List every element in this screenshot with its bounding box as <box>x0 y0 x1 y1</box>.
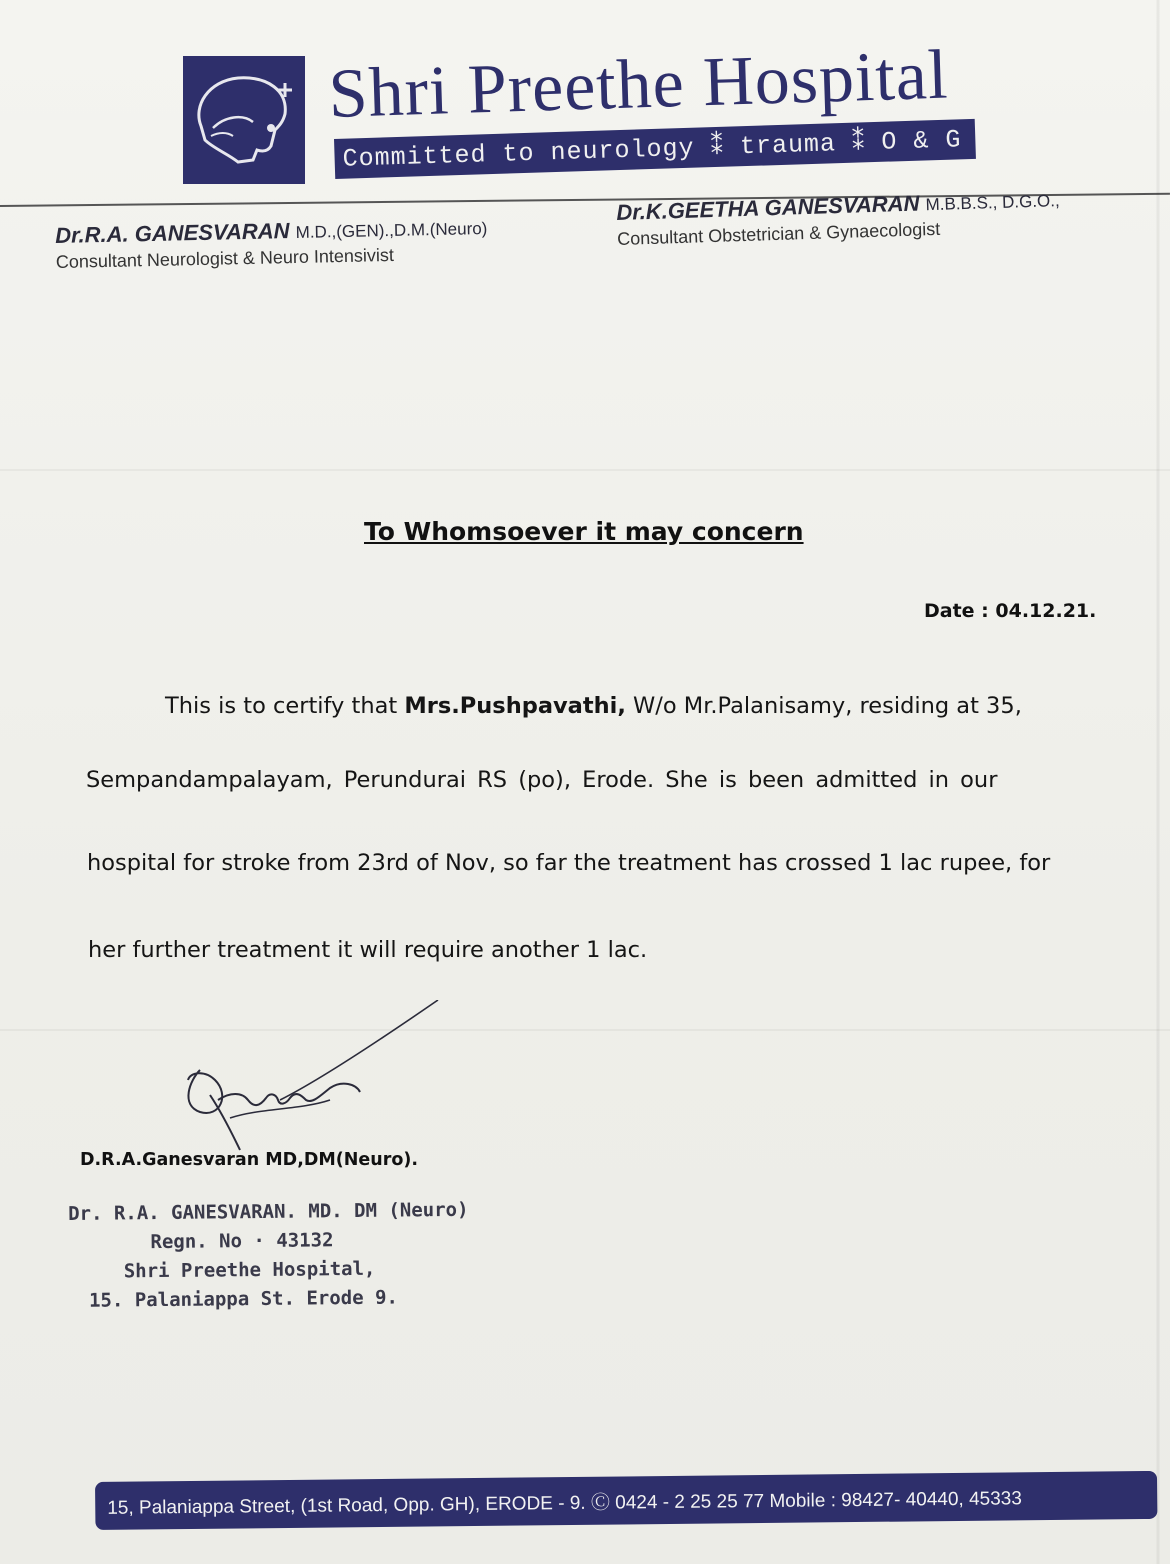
doctor-qualification: M.D.,(GEN).,D.M.(Neuro) <box>295 218 488 242</box>
hospital-tagline: Committed to neurology ⁑ trauma ⁑ O & G <box>342 125 962 174</box>
hospital-name: Shri Preethe Hospital <box>327 36 950 134</box>
footer-address: 15, Palaniappa Street, (1st Road, Opp. GH), ERODE - 9. Ⓒ 0424 - 2 25 25 77 Mobile : 98427- 40440, 45333 <box>107 1488 1022 1519</box>
patient-name: Mrs.Pushpavathi, <box>404 693 626 719</box>
doctor-name: Dr.K.GEETHA GANESVARAN <box>616 190 920 225</box>
doctor-qualification: M.B.B.S., D.G.O., <box>925 191 1060 215</box>
signer-name: D.R.A.Ganesvaran MD,DM(Neuro). <box>80 1150 419 1170</box>
stamp-line-1: Dr. R.A. GANESVARAN. MD. DM (Neuro) <box>68 1198 469 1225</box>
letter-title: To Whomsoever it may concern <box>364 517 804 546</box>
stamp-line-4: 15. Palaniappa St. Erode 9. <box>88 1286 399 1312</box>
doctor-role: Consultant Neurologist & Neuro Intensivist <box>55 244 395 272</box>
body-line-1 <box>165 693 1022 719</box>
body-line-2: Sempandampalayam, Perundurai RS (po), Erode. She is been admitted in our <box>86 767 998 793</box>
stamp-line-2: Regn. No · 43132 <box>150 1229 334 1254</box>
footer-address-bar <box>95 1471 1157 1530</box>
letter-date: Date : 04.12.21. <box>924 600 1097 622</box>
head-outline-with-cross-icon <box>183 56 305 184</box>
body-line-3: hospital for stroke from 23rd of Nov, so far the treatment has crossed 1 lac rupee, for <box>87 850 1051 876</box>
doctor-name: Dr.R.A. GANESVARAN <box>55 218 290 248</box>
doctor-block-left <box>55 214 488 273</box>
stamp-line-3: Shri Preethe Hospital, <box>123 1257 376 1283</box>
doctor-block-right <box>616 186 1061 250</box>
body-text: This is to certify that <box>165 693 405 719</box>
doctor-role: Consultant Obstetrician & Gynaecologist <box>616 218 941 249</box>
body-text: W/o Mr.Palanisamy, residing at 35, <box>625 693 1022 719</box>
handwritten-signature <box>160 1000 460 1160</box>
body-line-4: her further treatment it will require another 1 lac. <box>88 937 648 963</box>
hospital-logo <box>183 56 305 184</box>
doctor-stamp <box>68 1196 470 1316</box>
